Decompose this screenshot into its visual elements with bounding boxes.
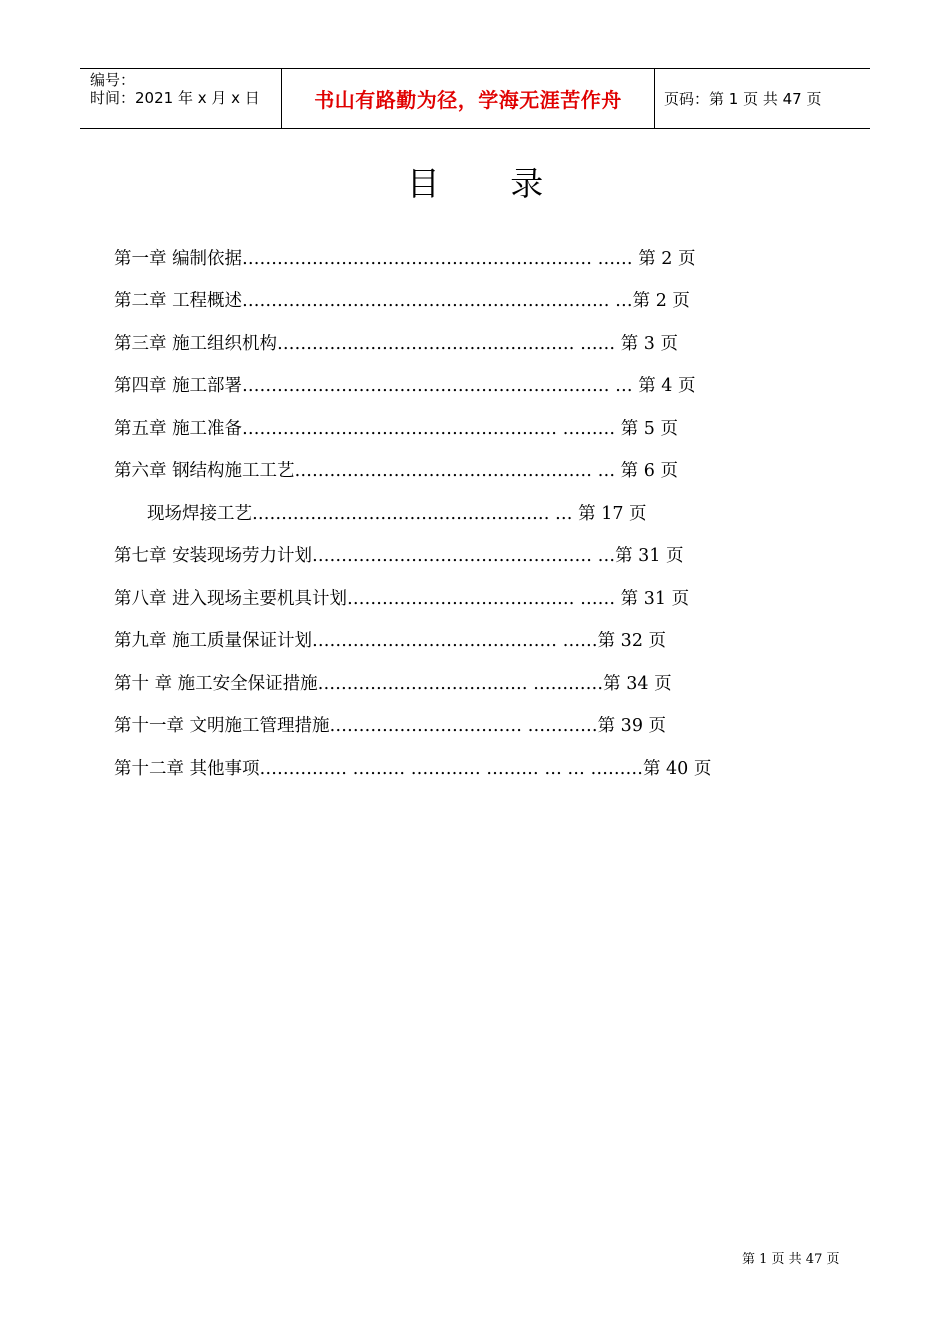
toc-entry[interactable]: 第三章 施工组织机构…………………………………………… …… 第 3 页 [114, 334, 678, 354]
toc-entry[interactable]: 第二章 工程概述……………………………………………………… …第 2 页 [114, 291, 690, 311]
toc-entry[interactable]: 第五章 施工准备……………………………………………… ……… 第 5 页 [114, 419, 678, 439]
toc-entry[interactable]: 第十二章 其他事项…………… ……… ………… ……… … … ………第 40 页 [114, 759, 712, 779]
header-motto: 书山有路勤为径，学海无涯苦作舟 [314, 88, 622, 112]
toc-entry[interactable]: 第十 章 施工安全保证措施……………………………… …………第 34 页 [114, 674, 672, 694]
header-motto-cell [282, 69, 655, 128]
page-title: 目 录 [406, 164, 574, 203]
document-number-label: 编号： [90, 71, 136, 89]
toc-entry[interactable]: 第七章 安装现场劳力计划………………………………………… …第 31 页 [114, 546, 684, 566]
toc-subentry[interactable]: 现场焊接工艺…………………………………………… … 第 17 页 [147, 504, 647, 524]
toc-entry[interactable]: 第八章 进入现场主要机具计划………………………………… …… 第 31 页 [114, 589, 690, 609]
page-footer: 第 1 页 共 47 页 [742, 1252, 840, 1267]
toc-entry[interactable]: 第六章 钢结构施工工艺…………………………………………… … 第 6 页 [114, 461, 678, 481]
toc-entry[interactable]: 第四章 施工部署……………………………………………………… … 第 4 页 [114, 376, 696, 396]
header-page-info-cell [655, 69, 870, 128]
header-table [80, 68, 870, 129]
toc-entry[interactable]: 第九章 施工质量保证计划…………………………………… ……第 32 页 [114, 631, 667, 651]
toc-entry[interactable]: 第一章 编制依据…………………………………………………… …… 第 2 页 [114, 249, 696, 269]
header-left-cell [80, 69, 282, 128]
toc-entry[interactable]: 第十一章 文明施工管理措施…………………………… …………第 39 页 [114, 716, 667, 736]
header-page-info: 页码：第 1 页 共 47 页 [664, 90, 822, 108]
document-date-label: 时间：2021 年 x 月 x 日 [90, 89, 260, 107]
